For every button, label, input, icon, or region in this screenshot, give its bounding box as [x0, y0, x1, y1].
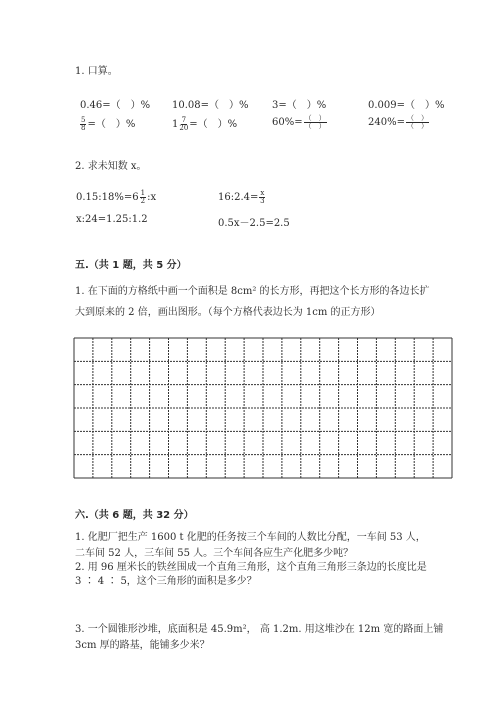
fraction: $\frac{1}{2}$	[140, 189, 146, 205]
oral-calc-item-6: 1 $\frac{7}{20}$ =（ ）%	[172, 116, 238, 132]
q5-text-line-1: 1. 在下面的方格纸中画一个面积是 8cm² 的长方形，再把这个长方形的各边长扩	[75, 286, 430, 297]
q5-text-line-2: 大到原来的 2 倍，画出图形。（每个方格代表边长为 1cm 的正方形）	[75, 307, 381, 318]
fraction: $\frac{5}{8}$	[81, 116, 86, 132]
fraction: $\frac{x}{3}$	[260, 189, 265, 205]
section-2-title: 2. 求未知数 x。	[75, 161, 147, 172]
oral-calc-item-1: 0.46=（ ）%	[80, 100, 151, 111]
oral-calc-item-4: 0.009=（ ）%	[368, 100, 445, 111]
oral-calc-item-5: $\frac{5}{8}$ =（ ）%	[81, 116, 136, 132]
section-1-title: 1. 口算。	[75, 66, 118, 77]
section-6-heading: 六.（共 6 题，共 32 分）	[75, 510, 194, 521]
equation-2: 16:2.4= $\frac{x}{3}$	[218, 189, 265, 205]
equation-3: x:24=1.25:1.2	[76, 214, 148, 225]
oral-calc-item-8: 240%= $\frac{( )}{( )}$	[368, 114, 428, 130]
q6-3-line-2: 3cm 厚的路基，能铺多少米？	[75, 640, 210, 651]
oral-calc-item-7: 60%= $\frac{( )}{( )}$	[272, 114, 326, 130]
q6-3-line-1: 3. 一个圆锥形沙堆，底面积是 45.9m²， 高 1.2m. 用这堆沙在 12m 宽的路面上铺	[75, 624, 444, 635]
fraction: $\frac{( )}{( )}$	[304, 114, 326, 130]
equation-1: 0.15:18%=6 $\frac{1}{2}$ :x	[76, 189, 157, 205]
q6-2-line-1: 2. 用 96 厘米长的铁丝围成一个直角三角形，这个直角三角形三条边的长度比是	[75, 562, 427, 573]
square-grid	[73, 337, 453, 479]
oral-calc-item-3: 3=（ ）%	[272, 100, 327, 111]
fraction: $\frac{7}{20}$	[179, 116, 189, 132]
section-5-heading: 五.（共 1 题，共 5 分）	[75, 260, 187, 271]
q6-2-line-2: 3 ∶ 4 ∶ 5，这个三角形的面积是多少？	[75, 576, 257, 587]
q6-1-line-1: 1. 化肥厂把生产 1600 t 化肥的任务按三个车间的人数比分配，一车间 53 人，	[75, 532, 426, 543]
oral-calc-item-2: 10.08=（ ）%	[172, 100, 249, 111]
q6-1-line-2: 二车间 52 人，三车间 55 人。三个车间各应生产化肥多少吨？	[75, 548, 354, 559]
equation-4: 0.5x－2.5=2.5	[218, 218, 290, 229]
fraction: $\frac{( )}{( )}$	[406, 114, 428, 130]
